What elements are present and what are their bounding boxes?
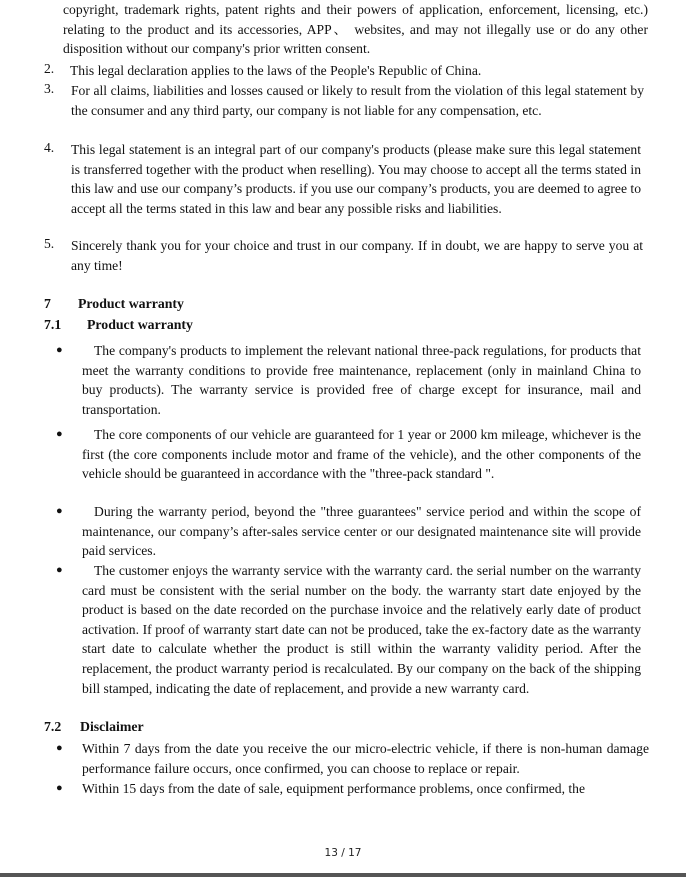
- subsection-number: 7.1: [44, 317, 62, 332]
- subsection-number: 7.2: [44, 719, 62, 734]
- page-number: 13 / 17: [324, 847, 362, 859]
- warranty-bullet-text: The customer enjoys the warranty service with the warranty card. the serial number on the warranty card must be consistent with the serial number on the body. the warranty start date enjoyed by the product is based on the date recorded on the purchase invoice and the relatively early date of product activation. If proof of warranty start date can not be produced, take the ex-factory date as the warranty start date to calculate whether the product is still within the warranty validity period. After the replacement, the product warranty period is recalculated. By our company on the back of the shipping bill stamped, indicating the date of replacement, and provide a new warranty card.: [82, 563, 641, 696]
- numbered-item-marker: 4.: [44, 140, 55, 155]
- subsection-title: Disclaimer: [80, 719, 144, 734]
- section-number: 7: [44, 296, 51, 311]
- bullet-icon: ●: [56, 782, 63, 794]
- numbered-item-text: For all claims, liabilities and losses caused or likely to result from the violation of this legal statement by the consumer and any third party, our company is not liable for any compensation, etc.: [71, 83, 644, 118]
- intro-continuation-paragraph: copyright, trademark rights, patent rights and their powers of application, enforcement, licensing, etc.) relating to the product and its accessories, APP、 websites, and may not illegally use or do any other disposition without our company's prior written consent.: [63, 2, 648, 57]
- warranty-bullet-text: The company's products to implement the relevant national three-pack regulations, for products that meet the warranty conditions to provide free maintenance, replacement (only in mainland China to buy products). The warranty service is provided free of charge except for insurance, mail and transportation.: [82, 343, 641, 417]
- warranty-bullet-text: During the warranty period, beyond the "three guarantees" service period and within the scope of maintenance, our company’s after-sales service center or our designated maintenance site will provide paid services.: [82, 504, 641, 559]
- numbered-item-marker: 2.: [44, 61, 55, 76]
- numbered-item-text: This legal statement is an integral part of our company's products (please make sure this legal statement is transferred together with the product when reselling). You may choose to accept all the terms stated in this law and use our company’s products. if you use our company’s products, you are deemed to agree to accept all the terms stated in this law and bear any possible risks and liabilities.: [71, 142, 641, 216]
- warranty-bullet-text: The core components of our vehicle are guaranteed for 1 year or 2000 km mileage, whichever is the first (the core components include motor and frame of the vehicle), and the other components of the vehicle should be guaranteed in accordance with the "three-pack standard ".: [82, 427, 641, 482]
- disclaimer-bullet-text: Within 7 days from the date you receive the our micro-electric vehicle, if there is non-human damage performance failure occurs, once confirmed, you can choose to replace or repair.: [82, 741, 649, 776]
- numbered-item-marker: 5.: [44, 236, 55, 251]
- bullet-icon: ●: [56, 344, 63, 356]
- disclaimer-bullet-text: Within 15 days from the date of sale, equipment performance problems, once confirmed, the: [82, 781, 586, 796]
- bullet-icon: ●: [56, 742, 63, 754]
- numbered-item-marker: 3.: [44, 81, 55, 96]
- subsection-title: Product warranty: [87, 317, 193, 332]
- bullet-icon: ●: [56, 505, 63, 517]
- numbered-item-text: This legal declaration applies to the laws of the People's Republic of China.: [70, 63, 482, 78]
- page-bottom-border: [0, 873, 686, 877]
- bullet-icon: ●: [56, 428, 63, 440]
- bullet-icon: ●: [56, 564, 63, 576]
- numbered-item-text: Sincerely thank you for your choice and trust in our company. If in doubt, we are happy to serve you at any time!: [71, 238, 643, 273]
- section-title: Product warranty: [78, 296, 184, 311]
